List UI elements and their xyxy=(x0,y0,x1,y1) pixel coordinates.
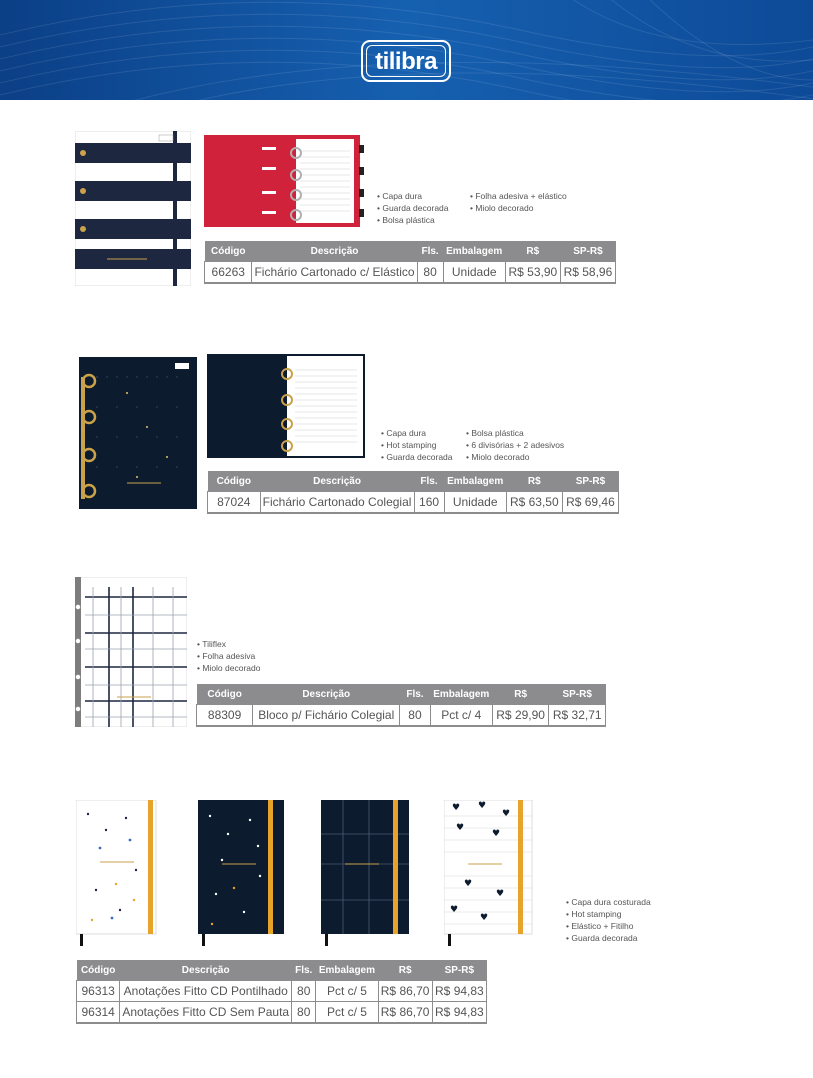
feature-item: • Miolo decorado xyxy=(470,202,567,214)
feature-item: • Tiliflex xyxy=(197,638,260,650)
svg-text:♥: ♥ xyxy=(456,823,465,833)
feature-item: • Miolo decorado xyxy=(466,451,564,463)
product-image-navy-binder xyxy=(77,357,199,509)
product-4-features xyxy=(566,896,651,944)
col-header: Código xyxy=(77,960,120,981)
cell-price-sp: R$ 69,46 xyxy=(562,492,618,514)
col-header: R$ xyxy=(506,471,562,492)
col-header: SP-R$ xyxy=(560,241,615,262)
cell-packaging: Pct c/ 5 xyxy=(316,1002,378,1024)
svg-text:♥: ♥ xyxy=(450,905,459,915)
product-image-notebook-white-dots xyxy=(76,800,160,946)
feature-item: • Guarda decorada xyxy=(377,202,449,214)
feature-item: • Hot stamping xyxy=(381,439,453,451)
col-header: SP-R$ xyxy=(432,960,486,981)
feature-item: • Guarda decorada xyxy=(381,451,453,463)
col-header: Código xyxy=(208,471,261,492)
table-row xyxy=(197,705,606,727)
product-image-navy-binder-open xyxy=(207,354,367,460)
product-image-red-binder-open xyxy=(204,135,364,227)
cell-price: R$ 86,70 xyxy=(378,1002,432,1024)
feature-item: • Elástico + Fitilho xyxy=(566,920,651,932)
table-header-row xyxy=(77,960,487,981)
cell-sheets: 80 xyxy=(292,981,316,1002)
svg-text:♥: ♥ xyxy=(478,801,487,811)
product-1-features-left xyxy=(377,190,449,226)
cell-price: R$ 86,70 xyxy=(378,981,432,1002)
product-3-table xyxy=(196,684,606,727)
svg-text:♥: ♥ xyxy=(480,913,489,923)
product-3-features xyxy=(197,638,260,674)
table-row xyxy=(77,981,487,1002)
feature-item: • Hot stamping xyxy=(566,908,651,920)
cell-description: Fichário Cartonado c/ Elástico xyxy=(252,262,417,284)
table-header-row xyxy=(197,684,606,705)
table-row xyxy=(77,1002,487,1024)
product-4-table xyxy=(76,960,487,1024)
product-1-features-right xyxy=(470,190,567,214)
cell-sheets: 80 xyxy=(400,705,430,727)
col-header: Embalagem xyxy=(316,960,378,981)
col-header: Código xyxy=(197,684,253,705)
table-header-row xyxy=(205,241,616,262)
product-image-notebook-navy-grid xyxy=(321,800,411,946)
col-header: Fls. xyxy=(414,471,444,492)
col-header: SP-R$ xyxy=(549,684,606,705)
feature-item: • 6 divisórias + 2 adesivos xyxy=(466,439,564,451)
cell-description: Anotações Fitto CD Sem Pauta xyxy=(120,1002,292,1024)
product-2-features-right xyxy=(466,427,564,463)
cell-description: Bloco p/ Fichário Colegial xyxy=(253,705,400,727)
feature-item: • Capa dura xyxy=(381,427,453,439)
cell-price-sp: R$ 32,71 xyxy=(549,705,606,727)
cell-code: 96313 xyxy=(77,981,120,1002)
feature-item: • Miolo decorado xyxy=(197,662,260,674)
col-header: R$ xyxy=(492,684,549,705)
col-header: R$ xyxy=(505,241,560,262)
col-header: Código xyxy=(205,241,252,262)
col-header: SP-R$ xyxy=(562,471,618,492)
col-header: Fls. xyxy=(417,241,443,262)
feature-item: • Bolsa plástica xyxy=(466,427,564,439)
cell-price-sp: R$ 58,96 xyxy=(560,262,615,284)
col-header: Fls. xyxy=(400,684,430,705)
cell-packaging: Pct c/ 5 xyxy=(316,981,378,1002)
logo-text: tilibra xyxy=(366,45,446,77)
col-header: Embalagem xyxy=(444,471,506,492)
col-header: Descrição xyxy=(120,960,292,981)
product-image-notebook-hearts xyxy=(444,800,534,946)
page-header xyxy=(0,0,813,100)
cell-packaging: Unidade xyxy=(444,492,506,514)
col-header: Descrição xyxy=(253,684,400,705)
feature-item: • Guarda decorada xyxy=(566,932,651,944)
cell-price: R$ 63,50 xyxy=(506,492,562,514)
col-header: R$ xyxy=(378,960,432,981)
col-header: Embalagem xyxy=(443,241,505,262)
product-2-table xyxy=(207,471,619,514)
cell-price-sp: R$ 94,83 xyxy=(432,981,486,1002)
col-header: Fls. xyxy=(292,960,316,981)
feature-item: • Capa dura costurada xyxy=(566,896,651,908)
col-header: Descrição xyxy=(252,241,417,262)
cell-code: 96314 xyxy=(77,1002,120,1024)
table-row xyxy=(208,492,619,514)
cell-packaging: Unidade xyxy=(443,262,505,284)
product-2-features-left xyxy=(381,427,453,463)
svg-text:♥: ♥ xyxy=(496,889,505,899)
cell-description: Fichário Cartonado Colegial xyxy=(260,492,414,514)
cell-description: Anotações Fitto CD Pontilhado xyxy=(120,981,292,1002)
cell-sheets: 80 xyxy=(292,1002,316,1024)
product-image-striped-binder xyxy=(75,131,191,286)
product-image-grid-refill-pad xyxy=(75,577,187,727)
cell-sheets: 80 xyxy=(417,262,443,284)
col-header: Descrição xyxy=(260,471,414,492)
col-header: Embalagem xyxy=(430,684,492,705)
svg-text:♥: ♥ xyxy=(464,879,473,889)
table-row xyxy=(205,262,616,284)
feature-item: • Folha adesiva xyxy=(197,650,260,662)
feature-item: • Bolsa plástica xyxy=(377,214,449,226)
cell-price-sp: R$ 94,83 xyxy=(432,1002,486,1024)
svg-text:♥: ♥ xyxy=(502,809,511,819)
product-image-notebook-navy-dots xyxy=(198,800,286,946)
svg-text:♥: ♥ xyxy=(492,829,501,839)
cell-price: R$ 29,90 xyxy=(492,705,549,727)
cell-sheets: 160 xyxy=(414,492,444,514)
cell-code: 87024 xyxy=(208,492,261,514)
svg-text:♥: ♥ xyxy=(452,803,461,813)
cell-price: R$ 53,90 xyxy=(505,262,560,284)
table-header-row xyxy=(208,471,619,492)
feature-item: • Folha adesiva + elástico xyxy=(470,190,567,202)
product-1-table xyxy=(204,241,616,284)
cell-packaging: Pct c/ 4 xyxy=(430,705,492,727)
feature-item: • Capa dura xyxy=(377,190,449,202)
tilibra-logo xyxy=(361,40,451,82)
cell-code: 88309 xyxy=(197,705,253,727)
cell-code: 66263 xyxy=(205,262,252,284)
